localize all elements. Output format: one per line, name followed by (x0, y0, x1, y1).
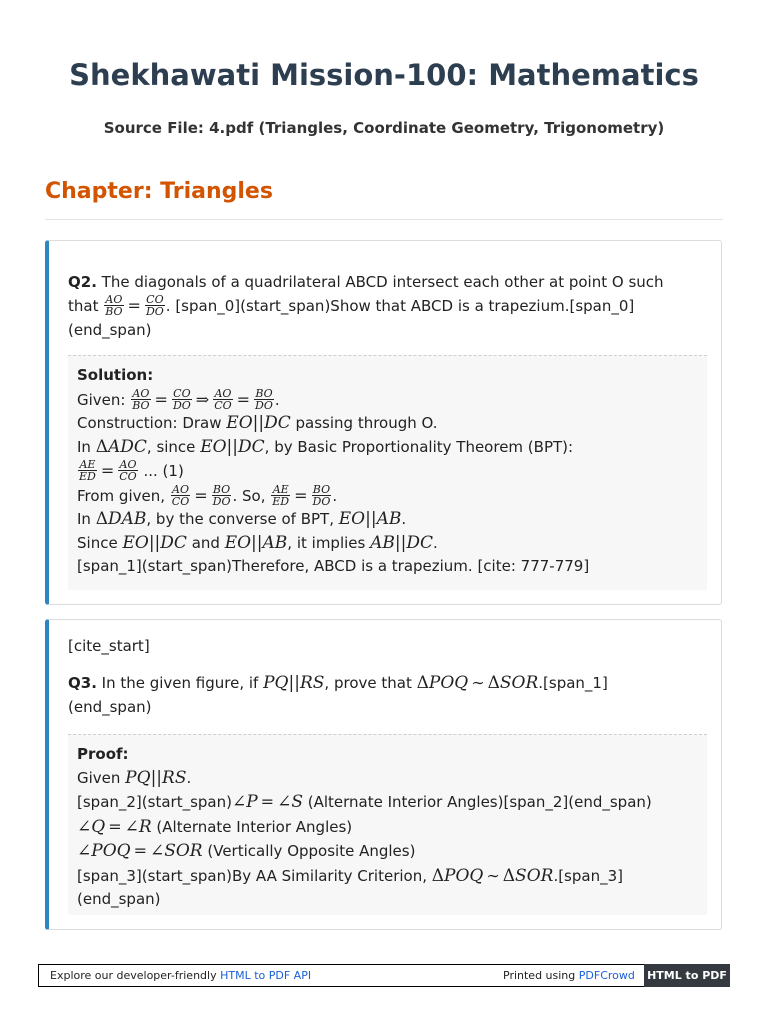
solution-line-from-given: From given, $\frac{AO}{CO}$ = $\frac{BO}{DO}$ . So, $\frac{AE}{ED}$ = $\frac{BO}{DO}$ . (77, 482, 338, 508)
html-to-pdf-api-link[interactable]: HTML to PDF API (220, 969, 312, 982)
footer-printed: Printed using PDFCrowd (503, 969, 635, 982)
pdfcrowd-footer (38, 964, 730, 987)
proof-line-vertical: ∠POQ = ∠SOR (Vertically Opposite Angles) (77, 841, 416, 861)
question-card-q2 (45, 240, 722, 605)
solution-line-converse: In ΔDAB, by the converse of BPT, EO||AB. (77, 509, 407, 529)
pdfcrowd-link[interactable]: PDFCrowd (578, 969, 635, 982)
chapter-divider (45, 219, 723, 220)
page-title: Shekhawati Mission-100: Mathematics (69, 58, 699, 92)
q2-text: . [span_0](start_span)Show that ABCD is a trapezium.[span_0] (165, 297, 635, 315)
source-file-line: Source File: 4.pdf (Triangles, Coordinate Geometry, Trigonometry) (103, 119, 665, 137)
q2-statement: Q2. The diagonals of a quadrilateral ABCD intersect each other at point O such that $\frac{AO}{BO}$ = $\frac{CO}{DO}$ . [span_0](start_span)Show that ABCD is a trapezium.[span_0] (end_span) (68, 273, 664, 339)
q2-text: (end_span) (68, 321, 152, 339)
proof-line-given: Given PQ||RS. (77, 767, 192, 788)
proof-line-angle-p: [span_2](start_span)∠P = ∠S (Alternate Interior Angles)[span_2](end_span) (77, 792, 652, 812)
solution-line-bpt: In ΔADC, since EO||DC, by Basic Proportionality Theorem (BPT): (77, 436, 574, 457)
q2-text: The diagonals of a quadrilateral ABCD intersect each other at point O such (96, 273, 664, 291)
question-card-q3 (45, 619, 722, 930)
proof-box (68, 734, 707, 915)
solution-line-given: Given: $\frac{AO}{BO}$ = $\frac{CO}{DO}$ ⇒ $\frac{AO}{CO}$ = $\frac{BO}{DO}$ . (77, 386, 280, 412)
cite-start: [cite_start] (68, 637, 150, 655)
solution-heading: Solution: (77, 366, 154, 384)
solution-box (68, 355, 707, 590)
solution-line-eq1: $\frac{AE}{ED}$ = $\frac{AO}{CO}$ ... (1) (79, 458, 184, 483)
solution-line-construction: Construction: Draw EO||DC passing through O. (77, 413, 438, 433)
proof-line-aa: [span_3](start_span)By AA Similarity Criterion, ΔPOQ ∼ ΔSOR.[span_3] (77, 865, 623, 886)
fraction: $\frac{CO}{DO}$ (145, 293, 164, 318)
q3-label: Q3. (68, 674, 97, 692)
proof-line-end: (end_span) (77, 890, 161, 908)
footer-left: Explore our developer-friendly HTML to PDF API (50, 969, 312, 982)
q2-label: Q2. (68, 273, 97, 291)
html-to-pdf-button[interactable]: HTML to PDF (644, 964, 730, 987)
q3-statement: Q3. In the given figure, if PQ||RS, prove that ΔPOQ ∼ ΔSOR.[span_1] (end_span) (68, 673, 608, 716)
fraction: $\frac{AO}{BO}$ (105, 293, 123, 318)
q2-text: that (68, 297, 104, 315)
proof-heading: Proof: (77, 745, 129, 763)
chapter-heading: Chapter: Triangles (45, 179, 273, 204)
proof-line-angle-q: ∠Q = ∠R (Alternate Interior Angles) (77, 816, 353, 837)
solution-line-conclusion: [span_1](start_span)Therefore, ABCD is a trapezium. [cite: 777-779] (77, 557, 590, 575)
solution-line-since: Since EO||DC and EO||AB, it implies AB||DC. (77, 532, 438, 553)
